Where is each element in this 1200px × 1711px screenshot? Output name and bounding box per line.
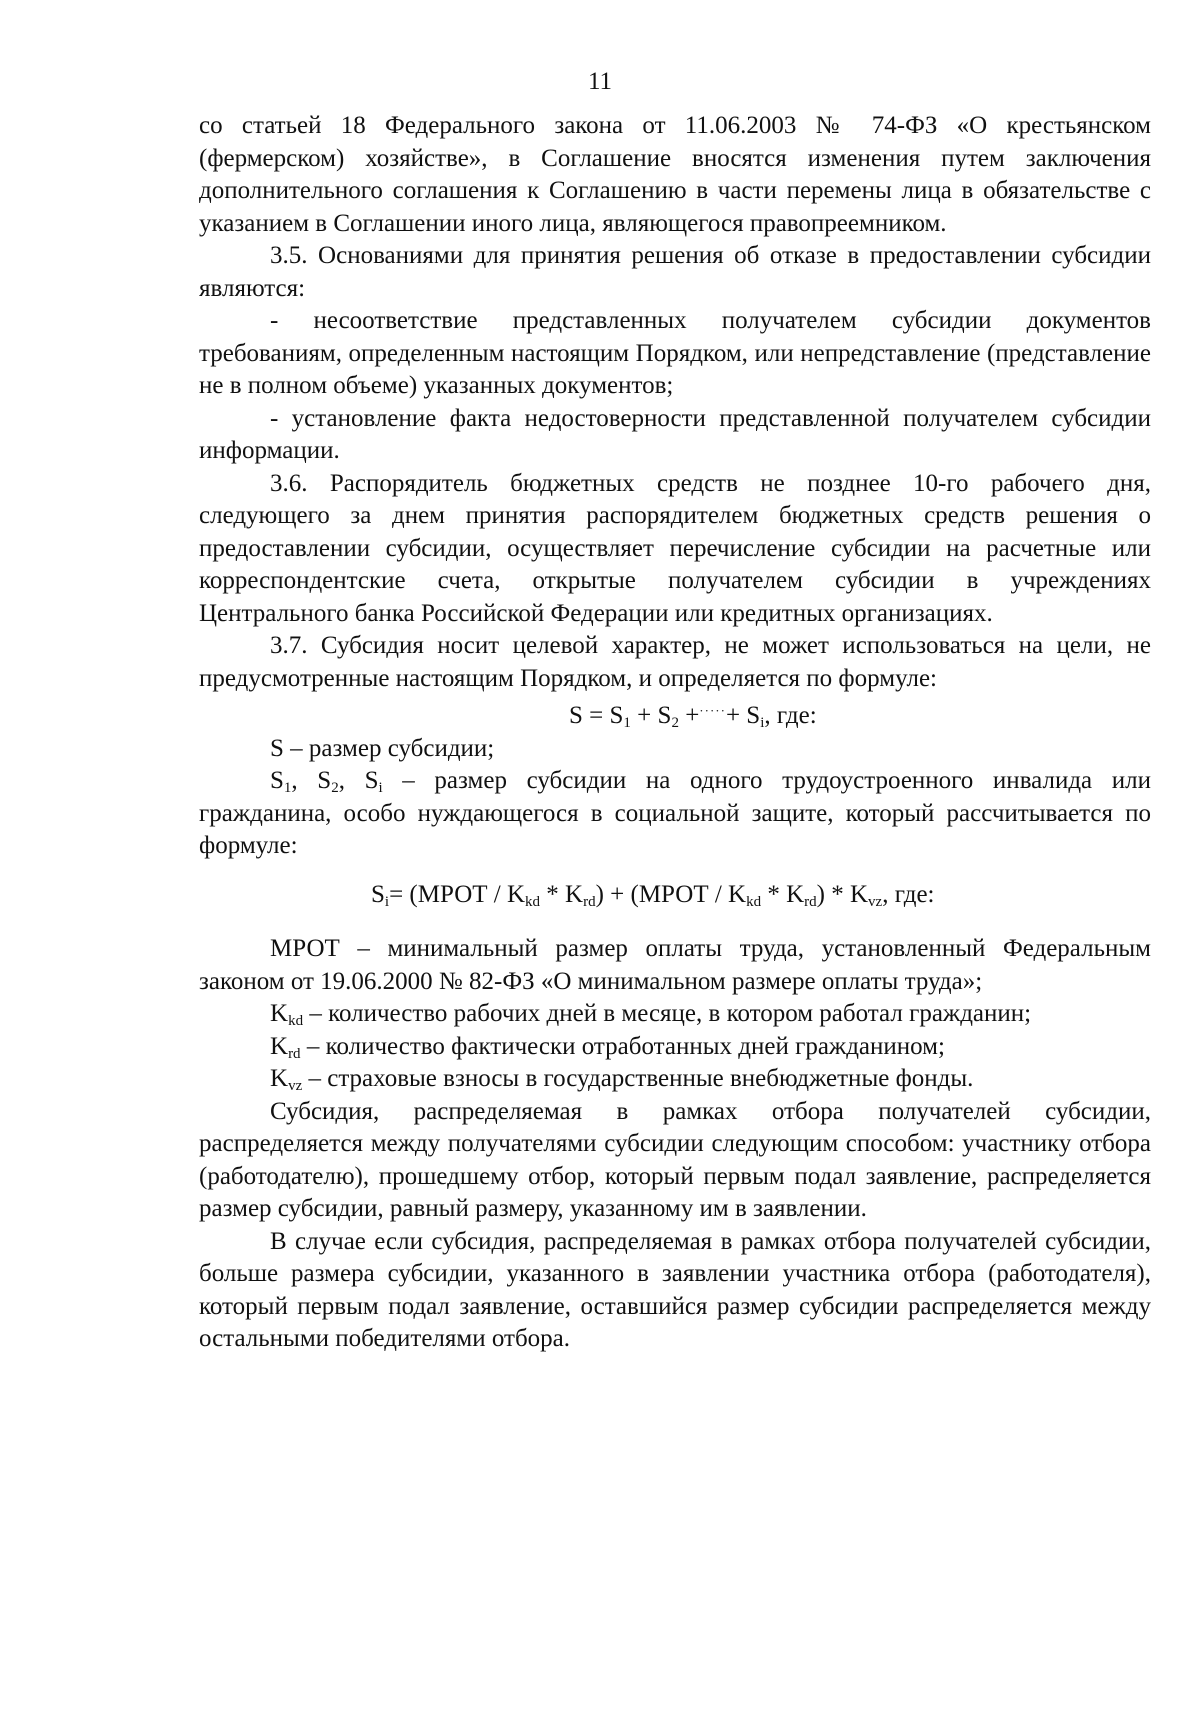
paragraph-3-7: 3.7. Субсидия носит целевой характер, не может использоваться на цели, не предусмотренные настоящим Порядком, и определяется по формуле: <box>199 632 1151 692</box>
formula-subsidy-sum: $S = S_1 + S_2 +^{\cdot\cdot\cdot\cdot\cdot}+ S_i$, где: <box>569 702 817 731</box>
definition-kvz: $K_{vz}$ – страховые взносы в государственные внебюджетные фонды. <box>270 1065 974 1094</box>
paragraph-distribution: Субсидия, распределяемая в рамках отбора получателей субсидии, распределяется между получателями субсидии следующим способом: участнику отбора (работодателю), прошедшему отбор, который первым подал заявление, распределяется размер субсидии, равный размеру, указанному им в заявлении. <box>199 1097 1151 1222</box>
paragraph-continuation: со статьей 18 Федерального закона от 11.06.2003 № 74-ФЗ «О крестьянском (фермерском) хозяйстве», в Соглашение вносятся изменения путем заключения дополнительного соглашения к Соглашению в части перемены лица в обязательстве с указанием в Соглашении иного лица, являющегося правопреемником. <box>199 112 1151 237</box>
definition-kkd: $K_{kd}$ – количество рабочих дней в месяце, в котором работал гражданин; <box>270 1000 1032 1029</box>
definition-krd: $K_{rd}$ – количество фактически отработанных дней гражданином; <box>270 1032 945 1062</box>
document-body <box>199 110 1151 1356</box>
formula-si: $S_i=$ (МРОТ / $K_{kd} * K_{rd}$) + (МРОТ / $K_{kd} * K_{rd}) * K_{vz}$, где: <box>371 880 935 910</box>
paragraph-3-5: 3.5. Основаниями для принятия решения об отказе в предоставлении субсидии являются: <box>199 242 1151 302</box>
definition-s: S – размер субсидии; <box>270 734 495 762</box>
definition-mrot: МРОТ – минимальный размер оплаты труда, установленный Федеральным законом от 19.06.2000 № 82-ФЗ «О минимальном размере оплаты труда»; <box>199 935 1151 995</box>
page-number: 11 <box>587 68 613 95</box>
paragraph-3-5-item-a: - несоответствие представленных получателем субсидии документов требованиям, определенным настоящим Порядком, или непредставление (представление не в полном объеме) указанных документов; <box>199 307 1151 399</box>
paragraph-remaining-distribution: В случае если субсидия, распределяемая в рамках отбора получателей субсидии, больше размера субсидии, указанного в заявлении участника отбора (работодателя), который первым подал заявление, оставшийся размер субсидии распределяется между остальными победителями отбора. <box>199 1227 1151 1352</box>
paragraph-3-5-item-b: - установление факта недостоверности представленной получателем субсидии информации. <box>199 404 1151 464</box>
definition-si: $S_1$, $S_2$, $S_i$ – размер субсидии на одного трудоустроенного инвалида или гражданина, особо нуждающегося в социальной защите, который рассчитывается по формуле: <box>199 767 1152 859</box>
paragraph-3-6: 3.6. Распорядитель бюджетных средств не позднее 10-го рабочего дня, следующего за днем принятия распорядителем бюджетных средств решения о предоставлении субсидии, осуществляет перечисление субсидии на расчетные или корреспондентские счета, открытые получателем субсидии в учреждениях Центрального банка Российской Федерации или кредитных организациях. <box>199 469 1151 627</box>
